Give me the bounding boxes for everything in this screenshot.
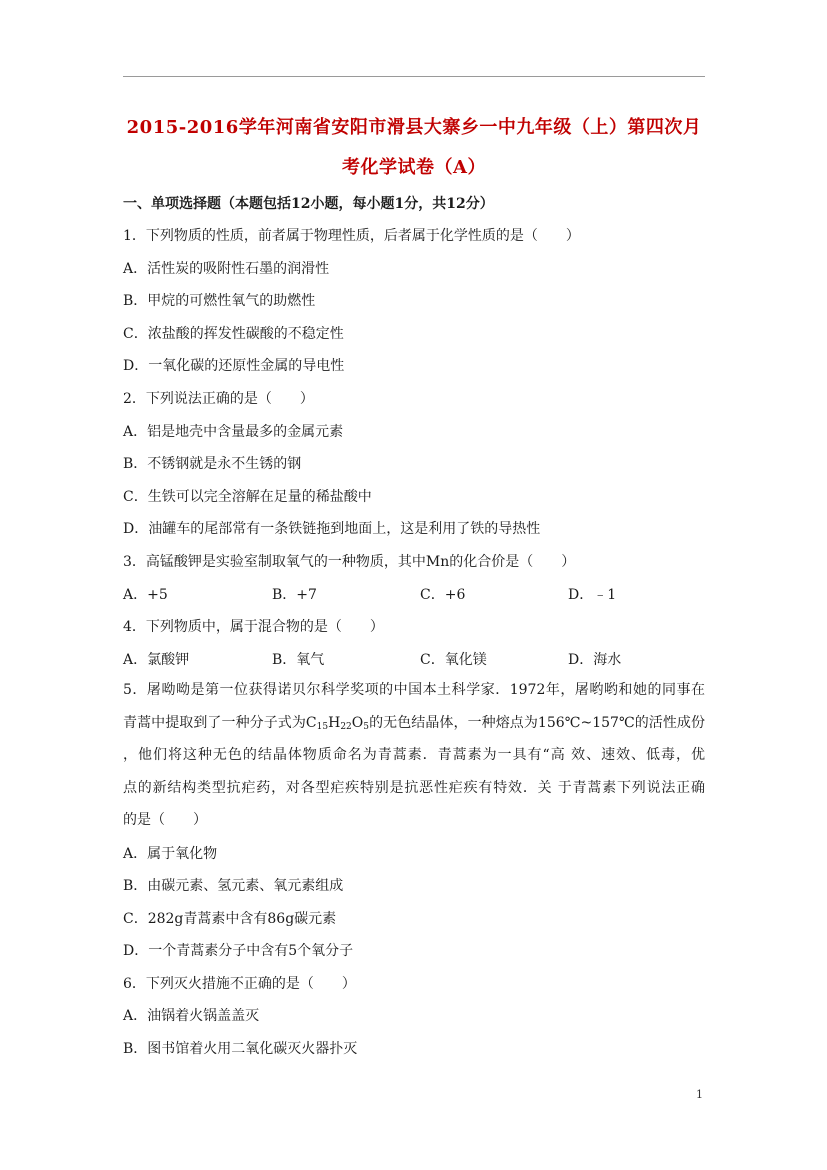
q1-option-d: D．一氧化碳的还原性金属的导电性 [123, 358, 345, 374]
q4-option-d: D．海水 [568, 652, 622, 668]
q5-option-c: C．282g青蒿素中含有86g碳元素 [123, 911, 337, 927]
formula-o: O [351, 714, 364, 731]
q5-paragraph [123, 674, 705, 837]
q5-line-5: 的是（ ） [123, 812, 207, 829]
formula-h: H [328, 714, 341, 731]
q6-option-a: A．油锅着火锅盖盖灭 [123, 1008, 260, 1024]
q1-stem: 1．下列物质的性质，前者属于物理性质，后者属于化学性质的是（ ） [123, 228, 580, 244]
exam-title-line-2: 考化学试卷（A） [342, 157, 486, 178]
exam-title-line-1: 2015-2016学年河南省安阳市滑县大寨乡一中九年级（上）第四次月 [126, 117, 702, 138]
q5-line-1: 5．屠呦呦是第一位获得诺贝尔科学奖项的中国本土科学家．1972年，屠哟哟和她的同事在 [123, 682, 705, 698]
formula-sub-o: 5 [363, 721, 369, 732]
section-heading: 一、单项选择题（本题包括12小题，每小题1分，共12分） [123, 196, 494, 212]
q2-option-c: C．生铁可以完全溶解在足量的稀盐酸中 [123, 489, 372, 505]
q2-option-b: B．不锈钢就是永不生锈的钢 [123, 456, 302, 472]
page-number: 1 [696, 1088, 703, 1101]
q5-line-2-post: 的无色结晶体，一种熔点为156℃~157℃的活性成份 [369, 714, 706, 731]
q2-option-d: D．油罐车的尾部常有一条铁链拖到地面上，这是利用了铁的导热性 [123, 521, 541, 537]
q3-option-b: B．+7 [272, 587, 317, 603]
q3-option-d: D．﹣1 [568, 587, 617, 603]
q4-option-b: B．氧气 [272, 652, 325, 668]
q4-stem: 4．下列物质中，属于混合物的是（ ） [123, 619, 384, 635]
q5-line-2-pre: 青蒿中提取到了一种分子式为C [123, 714, 317, 731]
q5-line-2 [123, 707, 705, 740]
q4-option-c: C．氧化镁 [420, 652, 487, 668]
q5-option-d: D．一个青蒿素分子中含有5个氧分子 [123, 943, 354, 959]
q3-option-a: A．+5 [123, 587, 168, 603]
q6-stem: 6．下列灭火措施不正确的是（ ） [123, 976, 356, 992]
q1-option-a: A．活性炭的吸附性石墨的润滑性 [123, 261, 330, 277]
q2-stem: 2．下列说法正确的是（ ） [123, 391, 314, 407]
q1-option-c: C．浓盐酸的挥发性碳酸的不稳定性 [123, 326, 344, 342]
q6-option-b: B．图书馆着火用二氧化碳灭火器扑灭 [123, 1041, 358, 1057]
q5-option-a: A．属于氧化物 [123, 846, 218, 862]
formula-sub-h: 22 [340, 721, 352, 732]
q3-stem: 3．高锰酸钾是实验室制取氧气的一种物质，其中Mn的化合价是（ ） [123, 554, 576, 570]
q5-line-4: 点的新结构类型抗疟药，对各型疟疾特别是抗恶性疟疾有特效．关 于青蒿素下列说法正确 [123, 779, 705, 796]
q2-option-a: A．铝是地壳中含量最多的金属元素 [123, 424, 344, 440]
q5-option-b: B．由碳元素、氢元素、氧元素组成 [123, 878, 344, 894]
q1-option-b: B．甲烷的可燃性氧气的助燃性 [123, 293, 316, 309]
q3-option-c: C．+6 [420, 587, 466, 603]
header-rule [123, 76, 705, 77]
formula-sub-c: 15 [316, 721, 329, 732]
q4-option-a: A．氯酸钾 [123, 652, 190, 668]
q5-line-3: ，他们将这种无色的结晶体物质命名为青蒿素．青蒿素为一具有“高 效、速效、低毒，优 [123, 747, 705, 764]
